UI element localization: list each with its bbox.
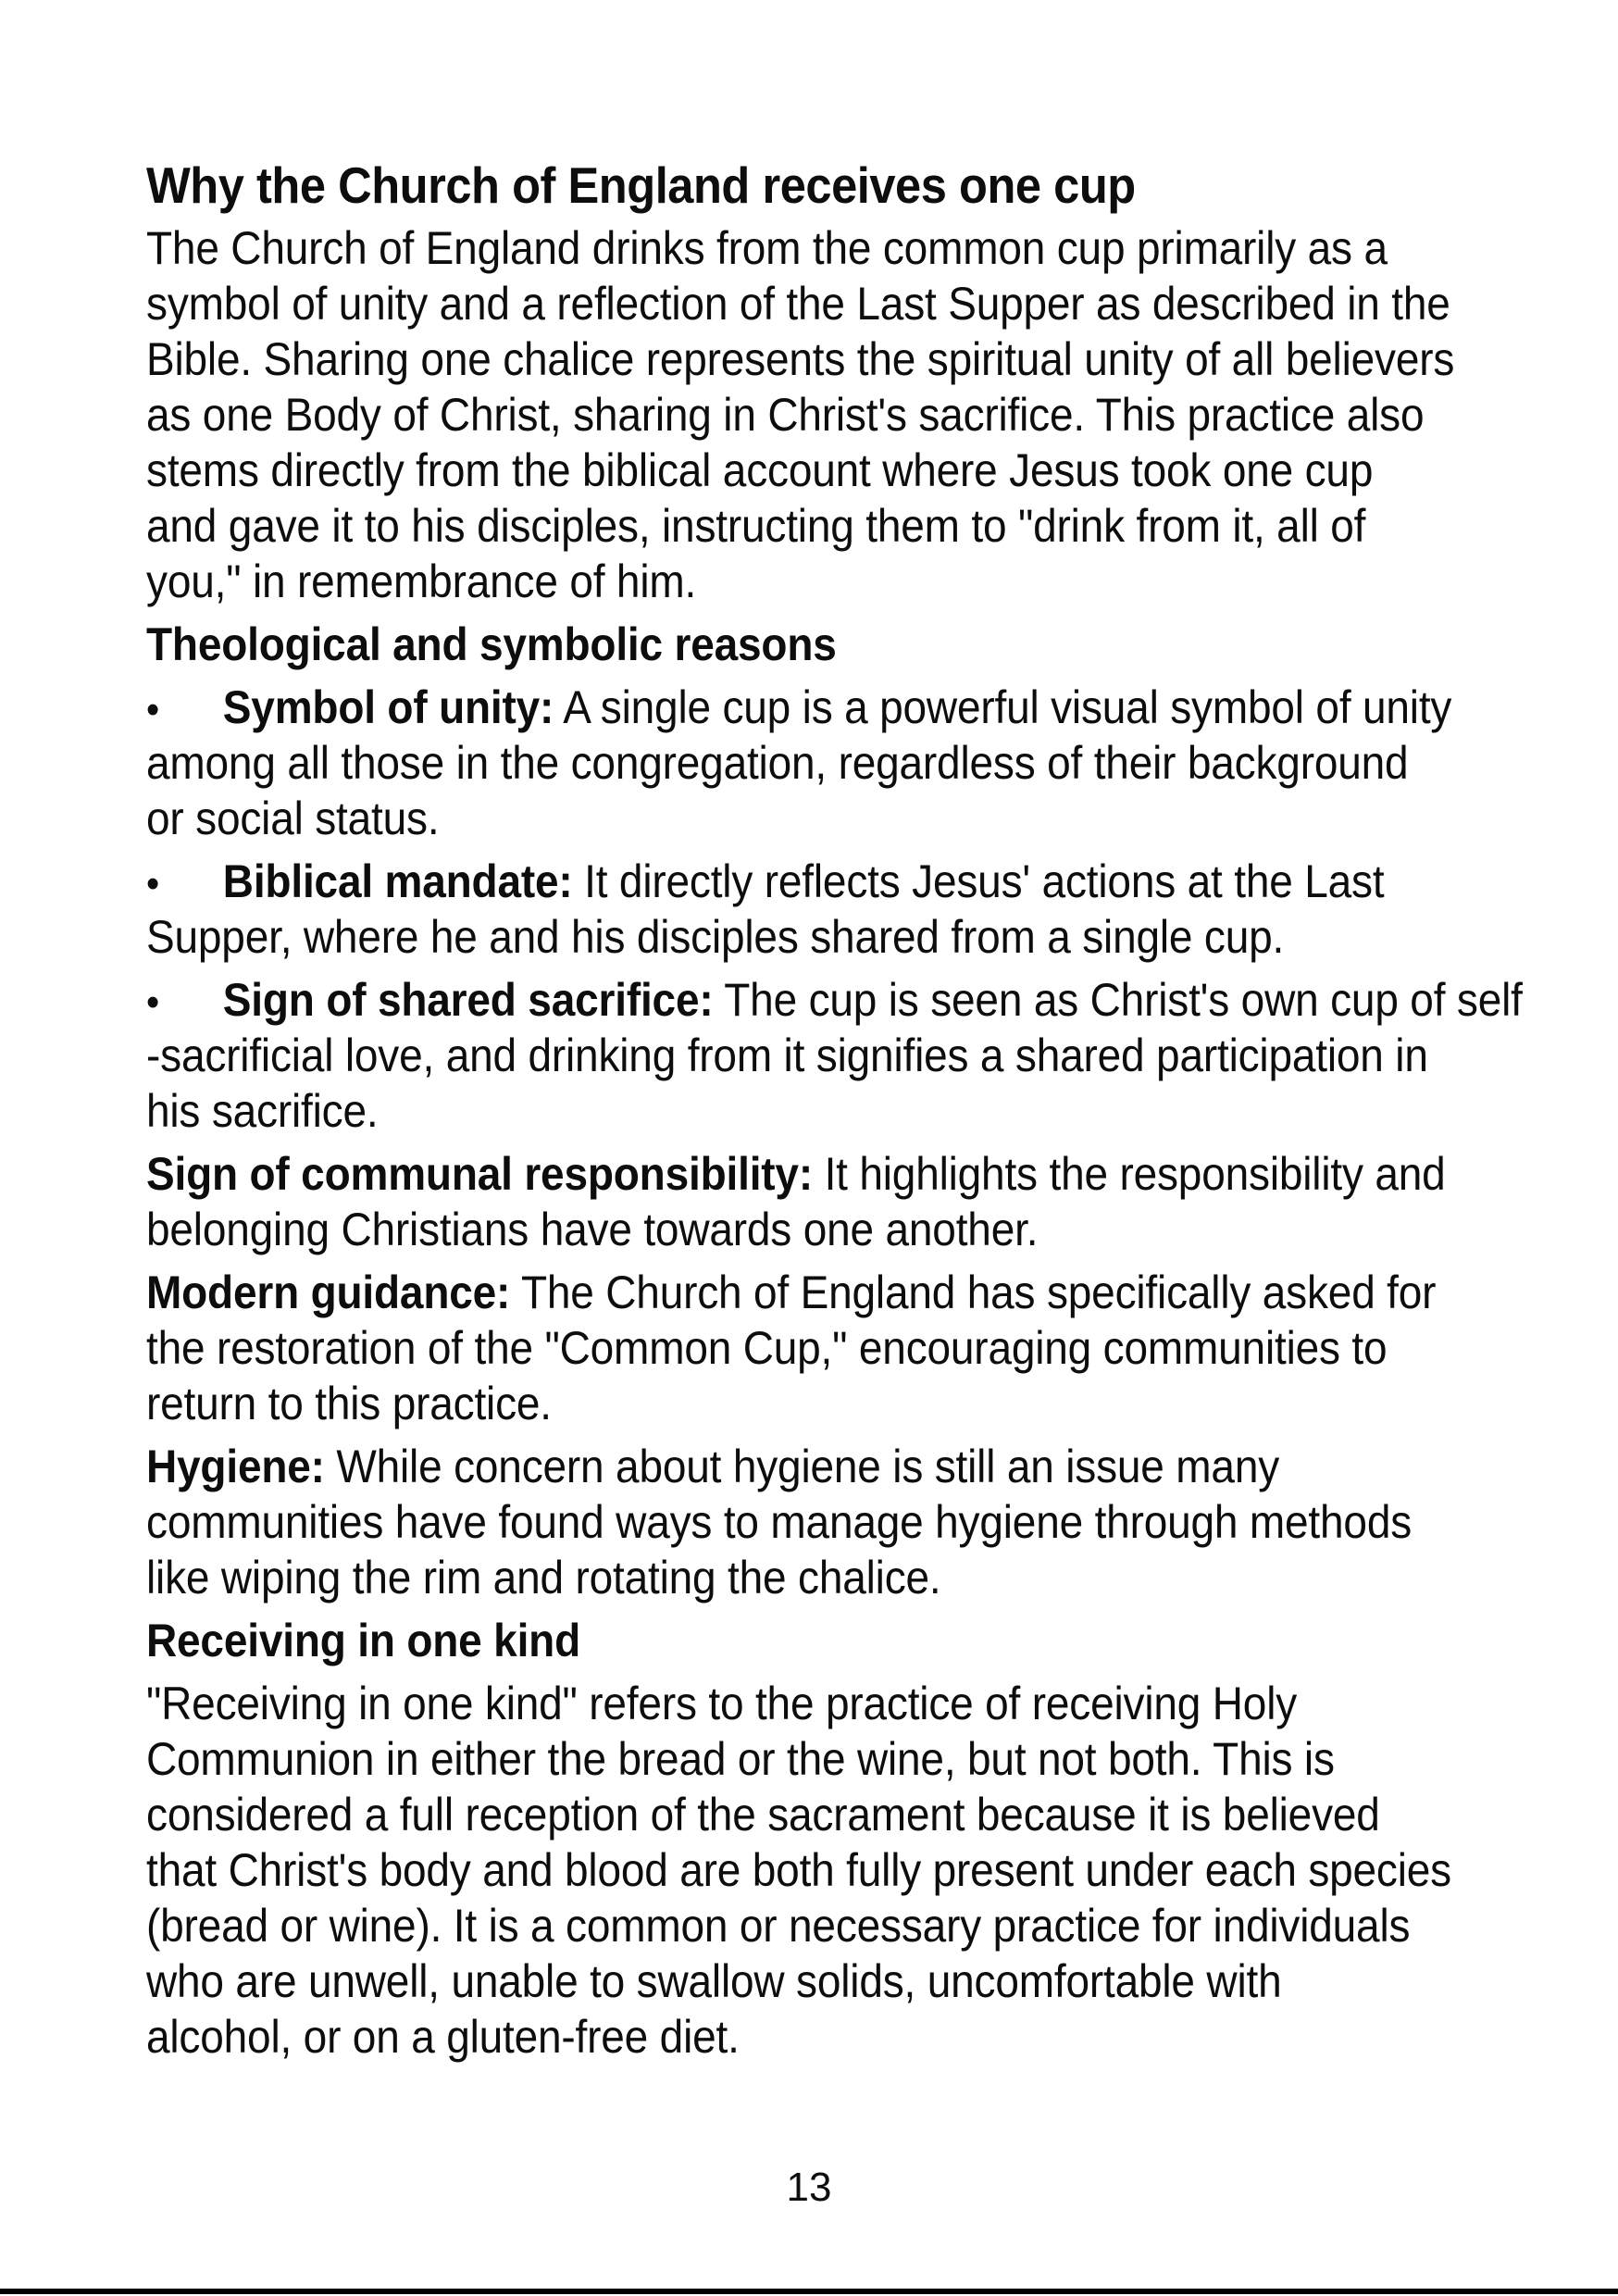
text-line <box>146 1439 1618 1494</box>
text-run: belonging Christians have towards one another. <box>146 1204 1039 1255</box>
page-title: Why the Church of England receives one cup <box>146 156 1136 214</box>
text-line <box>146 554 1618 609</box>
text-line <box>146 276 1618 331</box>
text-run: Bible. Sharing one chalice represents the spiritual unity of all believers <box>146 333 1455 385</box>
text-run: alcohol, or on a gluten-free diet. <box>146 2011 740 2063</box>
text-run: The Church of England has specifically asked for <box>510 1267 1437 1318</box>
text-line <box>146 1028 1618 1083</box>
text-line <box>146 1265 1618 1320</box>
paragraph-block <box>146 1439 1618 1605</box>
document-body <box>146 220 1618 2065</box>
text-run: The cup is seen as Christ's own cup of self <box>713 974 1523 1026</box>
text-run: his sacrifice. <box>146 1085 379 1137</box>
heading-block <box>146 1613 1618 1668</box>
text-line <box>146 1202 1618 1257</box>
text-line <box>146 1842 1618 1898</box>
bullet-icon: • <box>146 980 160 1025</box>
text-line <box>146 331 1618 387</box>
text-line <box>146 1146 1618 1202</box>
text-line <box>146 791 1618 846</box>
text-run: as one Body of Christ, sharing in Christ's sacrifice. This practice also <box>146 389 1425 441</box>
text-run: return to this practice. <box>146 1378 552 1429</box>
text-line <box>146 1953 1618 2009</box>
text-content <box>146 152 1618 2065</box>
bullet-block <box>146 854 1618 965</box>
bold-text-run: Receiving in one kind <box>146 1615 581 1666</box>
text-run: It highlights the responsibility and <box>812 1148 1446 1200</box>
bold-text-run: Hygiene: <box>146 1441 325 1492</box>
bullet-block <box>146 972 1618 1139</box>
bullet-icon: • <box>146 861 160 906</box>
bullet-icon: • <box>146 687 160 732</box>
bottom-edge-bar <box>0 2289 1618 2294</box>
text-run: Communion in either the bread or the wine, but not both. This is <box>146 1733 1335 1785</box>
text-line <box>146 443 1618 498</box>
text-run: the restoration of the "Common Cup," encouraging communities to <box>146 1322 1388 1374</box>
text-line <box>146 617 1618 672</box>
text-run: like wiping the rim and rotating the chalice. <box>146 1552 941 1603</box>
text-run: While concern about hygiene is still an issue many <box>324 1441 1280 1492</box>
bold-text-run: Modern guidance: <box>146 1267 511 1318</box>
text-run: who are unwell, unable to swallow solids, uncomfortable with <box>146 1955 1282 2007</box>
text-line <box>146 220 1618 276</box>
text-line <box>146 735 1618 791</box>
bold-text-run: Theological and symbolic reasons <box>146 618 837 670</box>
text-line <box>146 1083 1618 1139</box>
text-run: or social status. <box>146 792 440 844</box>
text-line <box>146 1613 1618 1668</box>
text-run: Supper, where he and his disciples shared from a single cup. <box>146 911 1285 963</box>
bold-text-run: Sign of shared sacrifice: <box>222 974 714 1026</box>
text-run: you," in remembrance of him. <box>146 555 697 607</box>
text-line <box>146 387 1618 443</box>
text-run: symbol of unity and a reflection of the Last Supper as described in the <box>146 278 1450 330</box>
text-run: that Christ's body and blood are both fully present under each species <box>146 1844 1452 1896</box>
text-line <box>146 854 1618 909</box>
text-line <box>146 1550 1618 1605</box>
text-line <box>146 2009 1618 2065</box>
text-run: and gave it to his disciples, instructing them to "drink from it, all of <box>146 500 1366 552</box>
page-number: 13 <box>786 2165 832 2210</box>
paragraph-block <box>146 220 1618 609</box>
text-line <box>146 1731 1618 1787</box>
bold-text-run: Biblical mandate: <box>222 855 573 907</box>
text-line <box>146 1787 1618 1842</box>
text-line <box>146 680 1618 735</box>
text-run: -sacrificial love, and drinking from it signifies a shared participation in <box>146 1029 1428 1081</box>
text-run: It directly reflects Jesus' actions at the Last <box>572 855 1385 907</box>
text-line <box>146 1320 1618 1376</box>
bold-text-run: Symbol of unity: <box>222 681 554 733</box>
text-run: A single cup is a powerful visual symbol of unity <box>554 681 1452 733</box>
text-run: among all those in the congregation, regardless of their background <box>146 737 1409 789</box>
text-line <box>146 1376 1618 1431</box>
text-run: The Church of England drinks from the common cup primarily as a <box>146 222 1388 274</box>
paragraph-block <box>146 1676 1618 2065</box>
text-line <box>146 1676 1618 1731</box>
text-run: communities have found ways to manage hygiene through methods <box>146 1496 1413 1548</box>
text-run: "Receiving in one kind" refers to the practice of receiving Holy <box>146 1678 1298 1729</box>
paragraph-block <box>146 1265 1618 1431</box>
bold-text-run: Sign of communal responsibility: <box>146 1148 813 1200</box>
bullet-block <box>146 680 1618 846</box>
text-line <box>146 972 1618 1028</box>
paragraph-block <box>146 1146 1618 1257</box>
text-run: considered a full reception of the sacrament because it is believed <box>146 1789 1380 1841</box>
heading-block <box>146 617 1618 672</box>
text-run: (bread or wine). It is a common or necessary practice for individuals <box>146 1900 1411 1952</box>
text-line <box>146 498 1618 554</box>
text-line <box>146 1494 1618 1550</box>
text-line <box>146 909 1618 965</box>
text-run: stems directly from the biblical account where Jesus took one cup <box>146 444 1374 496</box>
text-line <box>146 1898 1618 1953</box>
